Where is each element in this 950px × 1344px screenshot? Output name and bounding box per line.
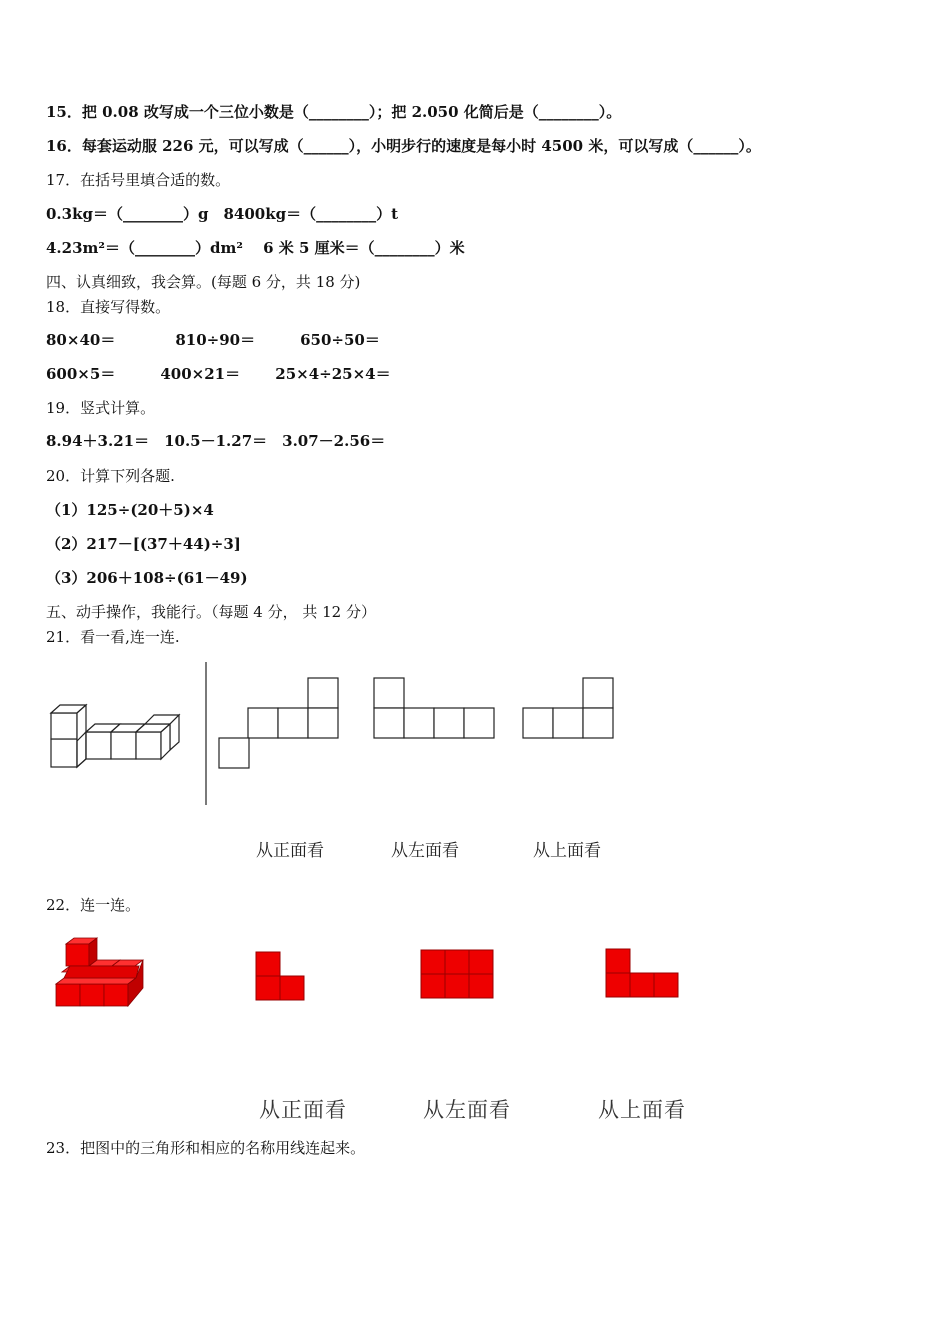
q22-view-block bbox=[420, 949, 496, 1001]
question-17-row-2: 4.23m²＝（________）dm² 6 米 5 厘米＝（________）米 bbox=[46, 239, 465, 257]
q22-view-l-small bbox=[255, 951, 307, 1003]
q22-view-l-long bbox=[605, 948, 681, 1000]
question-20: 20．计算下列各题. bbox=[46, 467, 175, 485]
question-20-part-1: （1）125÷(20＋5)×4 bbox=[46, 501, 214, 519]
q21-view-l-right bbox=[522, 677, 616, 741]
question-19-row: 8.94＋3.21＝ 10.5－1.27＝ 3.07－2.56＝ bbox=[46, 432, 386, 450]
q21-caption-left: 从左面看 bbox=[391, 841, 459, 861]
question-22: 22．连一连。 bbox=[46, 896, 141, 914]
question-15: 15．把 0.08 改写成一个三位小数是（________）；把 2.050 化简后是（________）。 bbox=[46, 103, 622, 121]
q22-caption-front: 从正面看 bbox=[259, 1098, 347, 1122]
question-18-row-1: 80×40＝ 810÷90＝ 650÷50＝ bbox=[46, 331, 380, 349]
q22-caption-top: 从上面看 bbox=[598, 1098, 686, 1122]
question-20-part-3: （3）206＋108÷(61－49) bbox=[46, 569, 248, 587]
question-17: 17．在括号里填合适的数。 bbox=[46, 171, 231, 189]
question-16: 16．每套运动服 226 元，可以写成（______），小明步行的速度是每小时 4500 米，可以写成（______）。 bbox=[46, 137, 761, 155]
q21-divider bbox=[204, 662, 208, 807]
question-18-row-2: 600×5＝ 400×21＝ 25×4÷25×4＝ bbox=[46, 365, 391, 383]
q22-caption-left: 从左面看 bbox=[423, 1098, 511, 1122]
section-4-heading: 四、认真细致，我会算。(每题 6 分，共 18 分) bbox=[46, 273, 361, 291]
q21-view-l-left bbox=[373, 677, 497, 741]
q21-caption-front: 从正面看 bbox=[256, 841, 324, 861]
q21-view-staircase bbox=[218, 677, 342, 771]
question-23: 23．把图中的三角形和相应的名称用线连起来。 bbox=[46, 1139, 366, 1157]
q22-red-solid bbox=[54, 938, 154, 1010]
q21-caption-top: 从上面看 bbox=[533, 841, 601, 861]
question-20-part-2: （2）217－[(37＋44)÷3] bbox=[46, 535, 241, 553]
question-19: 19．竖式计算。 bbox=[46, 399, 156, 417]
question-18: 18．直接写得数。 bbox=[46, 298, 171, 316]
question-21: 21．看一看,连一连. bbox=[46, 628, 180, 646]
question-17-row-1: 0.3kg＝（________）g 8400kg＝（________）t bbox=[46, 205, 399, 223]
q21-solid-figure bbox=[48, 700, 188, 780]
section-5-heading: 五、动手操作，我能行。（每题 4 分， 共 12 分） bbox=[46, 603, 376, 621]
